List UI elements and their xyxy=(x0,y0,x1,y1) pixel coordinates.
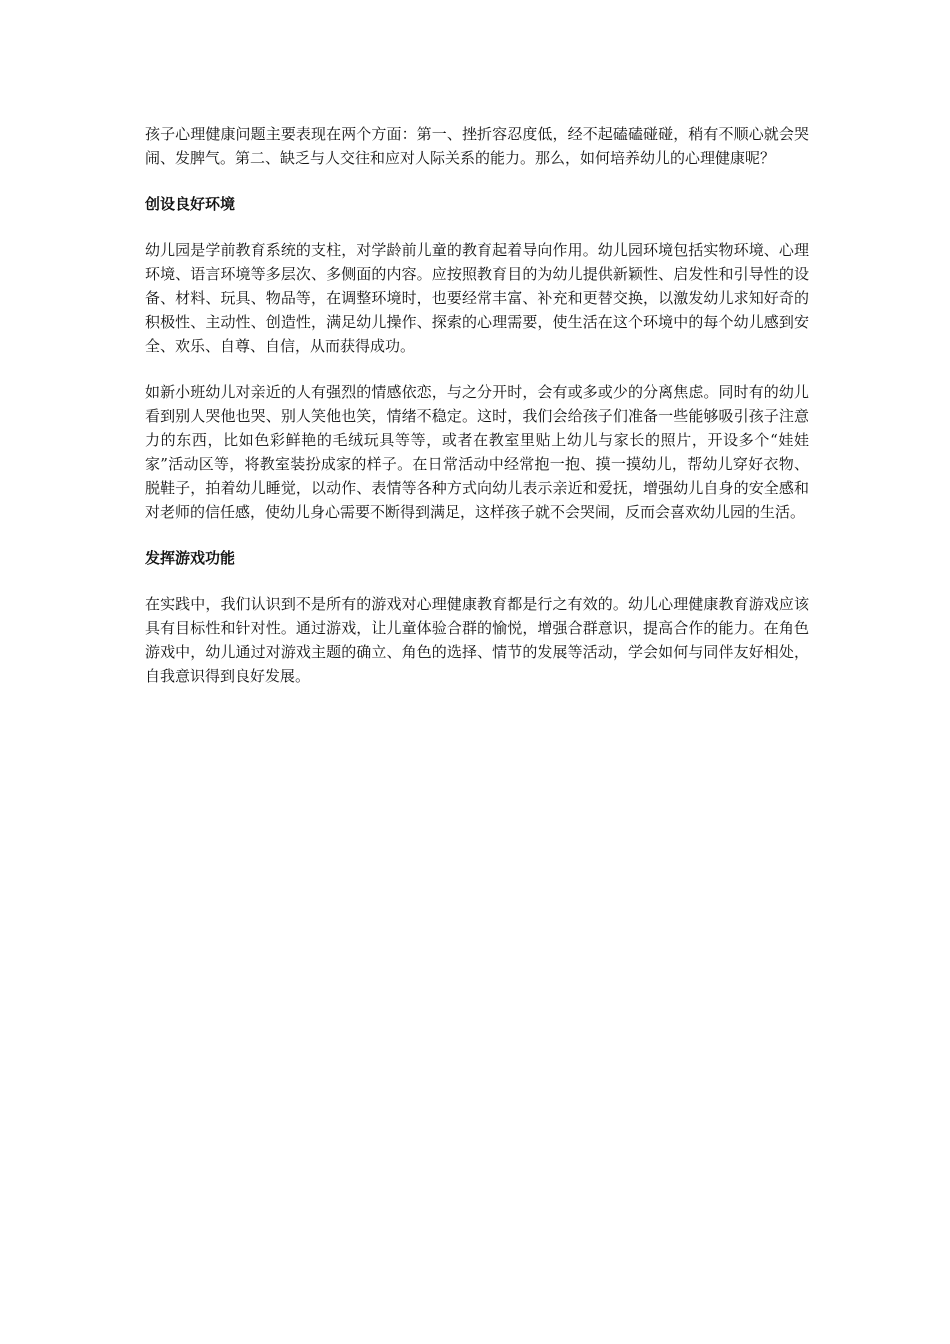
section-heading-environment: 创设良好环境 xyxy=(145,195,236,213)
games-paragraph-1: 在实践中，我们认识到不是所有的游戏对心理健康教育都是行之有效的。幼儿心理健康教育游戏应该具有目标性和针对性。通过游戏，让儿童体验合群的愉悦，增强合群意识，提高合作的能力。在角色游戏中，幼儿通过对游戏主题的确立、角色的选择、情节的发展等活动，学会如何与同伴友好相处，自我意识得到良好发展。 xyxy=(145,595,809,685)
document-page xyxy=(145,122,809,710)
intro-paragraph: 孩子心理健康问题主要表现在两个方面：第一、挫折容忍度低，经不起磕磕碰碰，稍有不顺心就会哭闹、发脾气。第二、缺乏与人交往和应对人际关系的能力。那么，如何培养幼儿的心理健康呢？ xyxy=(145,125,809,167)
section-heading-games: 发挥游戏功能 xyxy=(145,549,236,567)
environment-paragraph-2: 如新小班幼儿对亲近的人有强烈的情感依恋，与之分开时，会有或多或少的分离焦虑。同时有的幼儿看到别人哭他也哭、别人笑他也笑，情绪不稳定。这时，我们会给孩子们准备一些能够吸引孩子注意力的东西，比如色彩鲜艳的毛绒玩具等等，或者在教室里贴上幼儿与家长的照片，开设多个“娃娃家”活动区等，将教室装扮成家的样子。在日常活动中经常抱一抱、摸一摸幼儿，帮幼儿穿好衣物、脱鞋子，拍着幼儿睡觉，以动作、表情等各种方式向幼儿表示亲近和爱抚，增强幼儿自身的安全感和对老师的信任感，使幼儿身心需要不断得到满足，这样孩子就不会哭闹，反而会喜欢幼儿园的生活。 xyxy=(145,383,809,521)
environment-paragraph-1: 幼儿园是学前教育系统的支柱，对学龄前儿童的教育起着导向作用。幼儿园环境包括实物环境、心理环境、语言环境等多层次、多侧面的内容。应按照教育目的为幼儿提供新颖性、启发性和引导性的设备、材料、玩具、物品等，在调整环境时，也要经常丰富、补充和更替交换，以激发幼儿求知好奇的积极性、主动性、创造性，满足幼儿操作、探索的心理需要，使生活在这个环境中的每个幼儿感到安全、欢乐、自尊、自信，从而获得成功。 xyxy=(145,241,809,355)
